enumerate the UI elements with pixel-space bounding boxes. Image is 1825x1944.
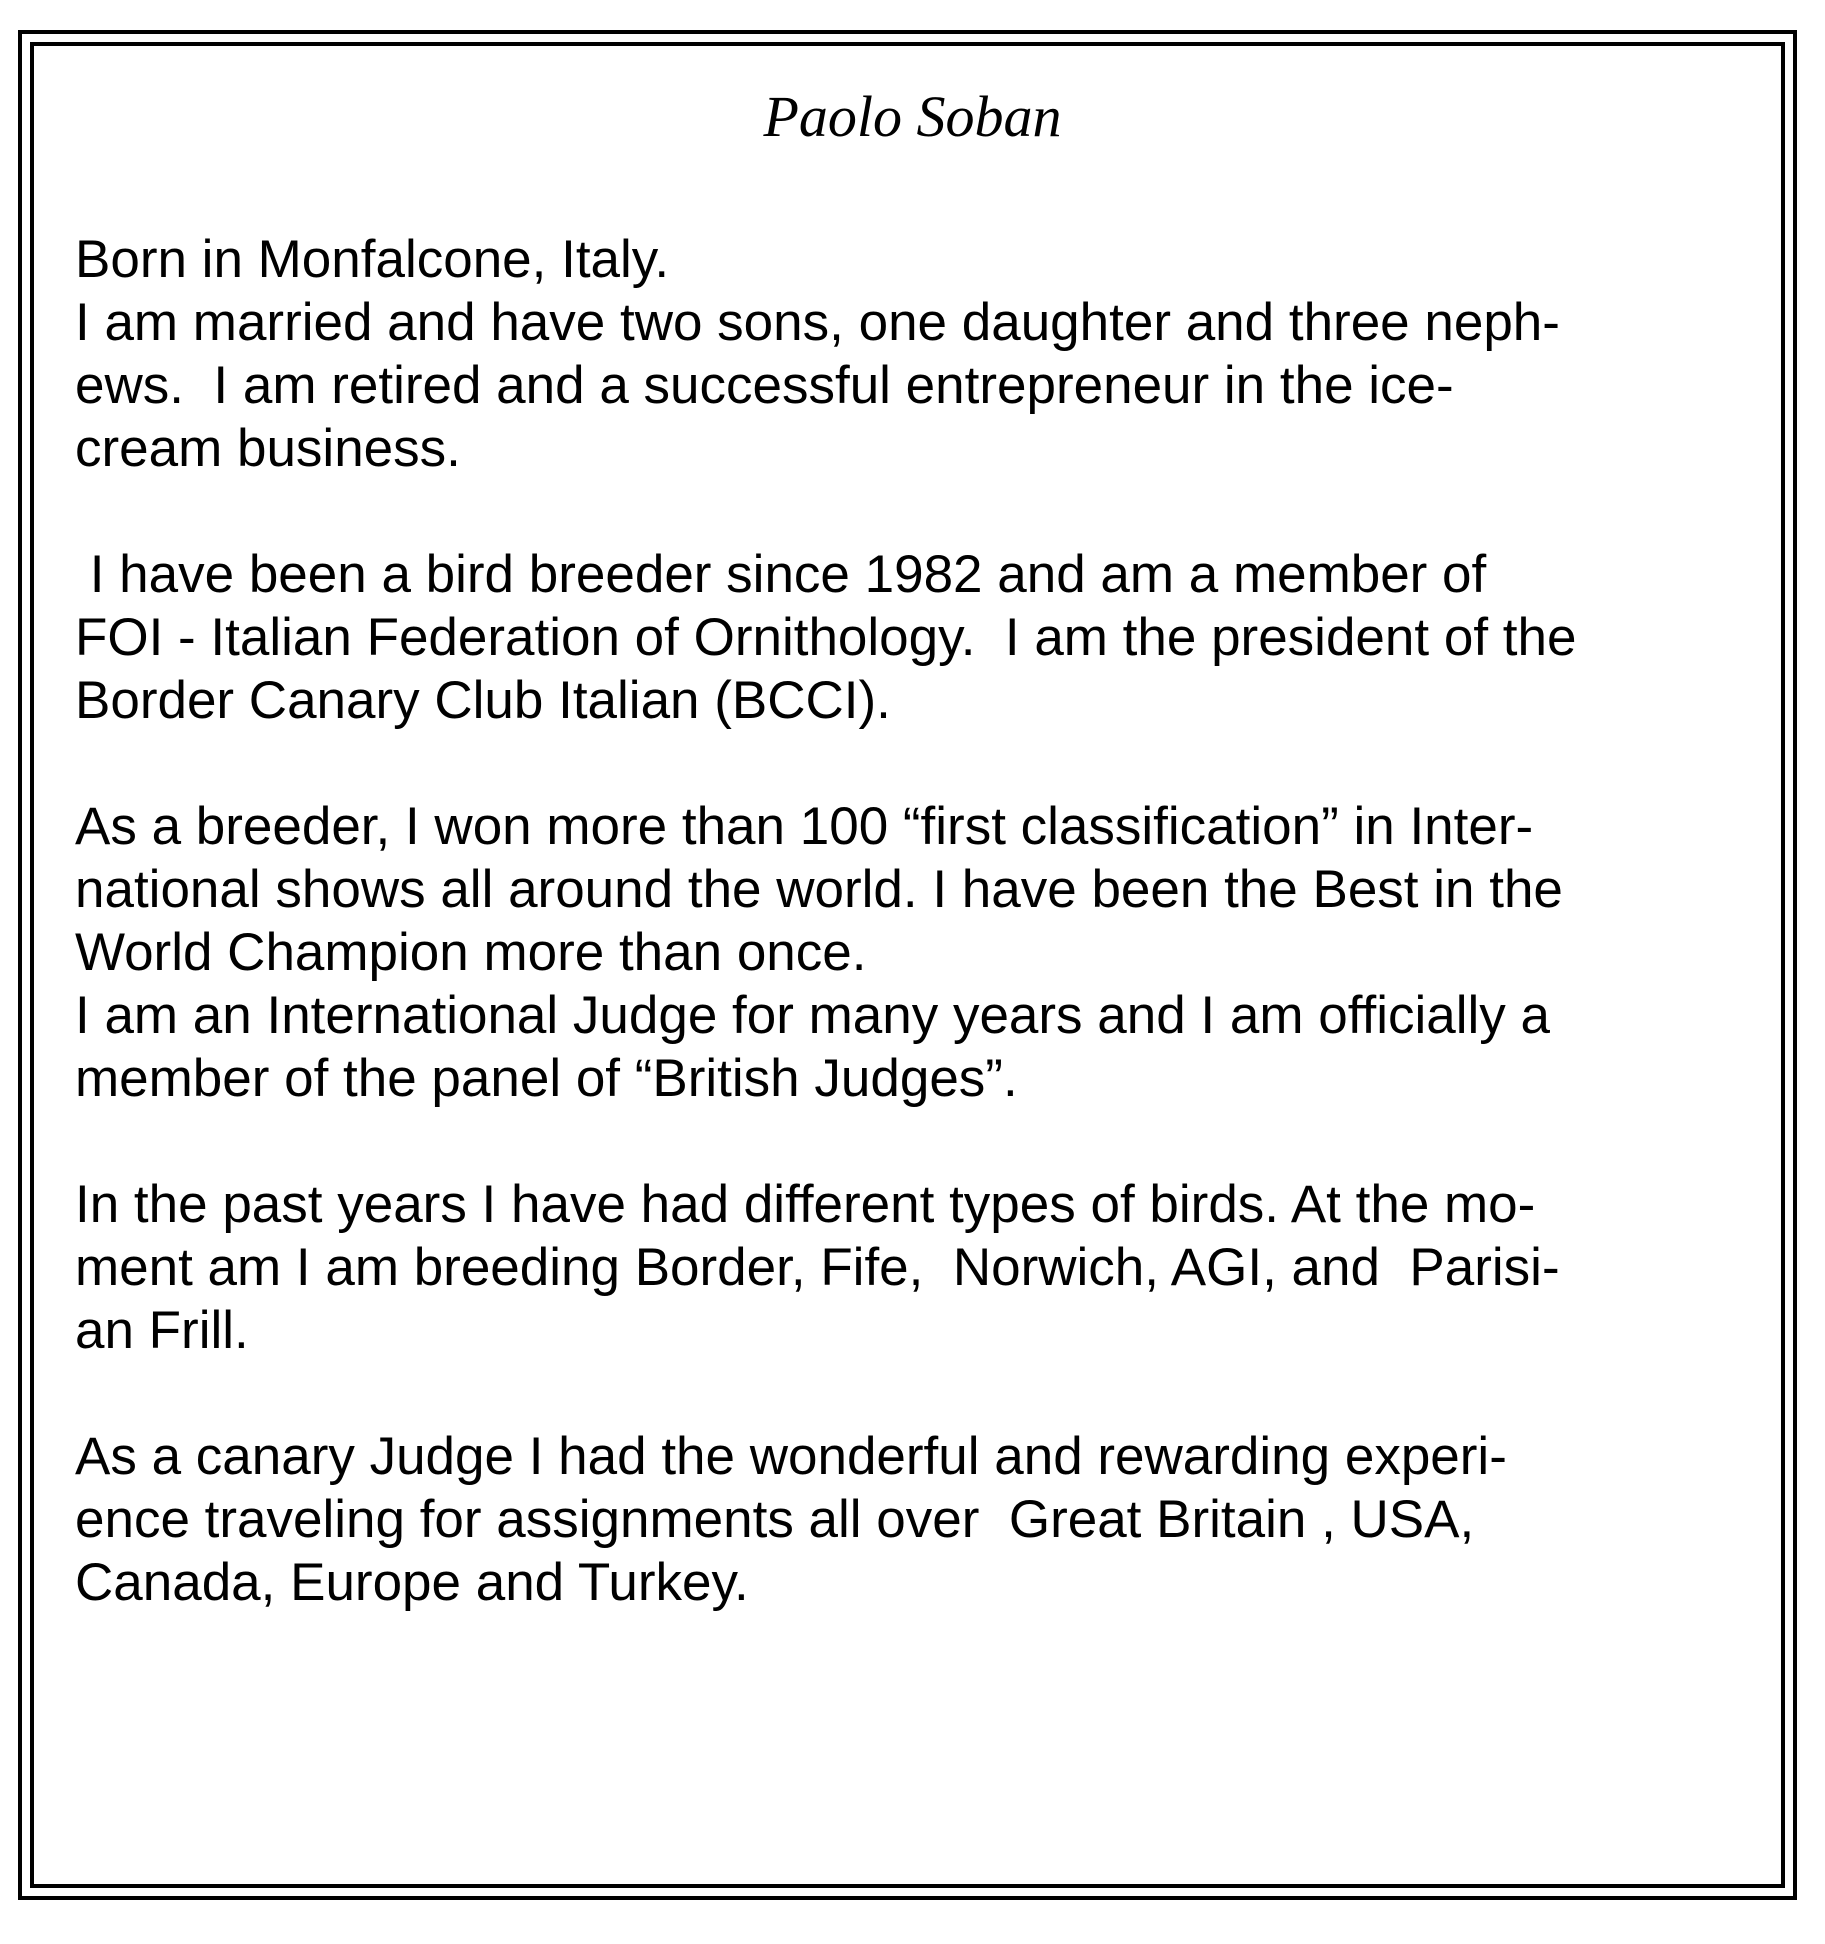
text-line: FOI - Italian Federation of Ornithology. I am the president of the — [75, 608, 1577, 667]
text-line: Canada, Europe and Turkey. — [75, 1553, 749, 1612]
text-line: Born in Monfalcone, Italy. — [75, 230, 670, 289]
paragraph-bird-types — [75, 1173, 1775, 1362]
text-line: cream business. — [75, 419, 461, 478]
text-line: ews. I am retired and a successful entrepreneur in the ice- — [75, 356, 1454, 415]
paragraph-spacer — [75, 1362, 1775, 1425]
text-line: an Frill. — [75, 1301, 249, 1360]
biography-text — [75, 228, 1775, 1614]
text-line: In the past years I have had different types of birds. At the mo- — [75, 1175, 1536, 1234]
text-line: World Champion more than once. — [75, 923, 867, 982]
page-title: Paolo Soban — [763, 84, 1062, 149]
paragraph-spacer — [75, 732, 1775, 795]
text-line: I am an International Judge for many years and I am officially a — [75, 986, 1550, 1045]
text-line: member of the panel of “British Judges”. — [75, 1049, 1018, 1108]
text-line: ment am I am breeding Border, Fife, Norwich, AGI, and Parisi- — [75, 1238, 1560, 1297]
paragraph-breeder-membership — [75, 543, 1775, 732]
paragraph-judging-travel — [75, 1425, 1775, 1614]
text-line: As a breeder, I won more than 100 “first classification” in Inter- — [75, 797, 1534, 856]
text-line: ence traveling for assignments all over Great Britain , USA, — [75, 1490, 1475, 1549]
text-line: I have been a bird breeder since 1982 and am a member of — [75, 545, 1487, 604]
paragraph-spacer — [75, 480, 1775, 543]
text-line: I am married and have two sons, one daughter and three neph- — [75, 293, 1560, 352]
text-line: national shows all around the world. I have been the Best in the — [75, 860, 1563, 919]
paragraph-achievements — [75, 795, 1775, 1110]
text-line: As a canary Judge I had the wonderful and rewarding experi- — [75, 1427, 1507, 1486]
text-line: Border Canary Club Italian (BCCI). — [75, 671, 891, 730]
paragraph-personal — [75, 228, 1775, 480]
paragraph-spacer — [75, 1110, 1775, 1173]
